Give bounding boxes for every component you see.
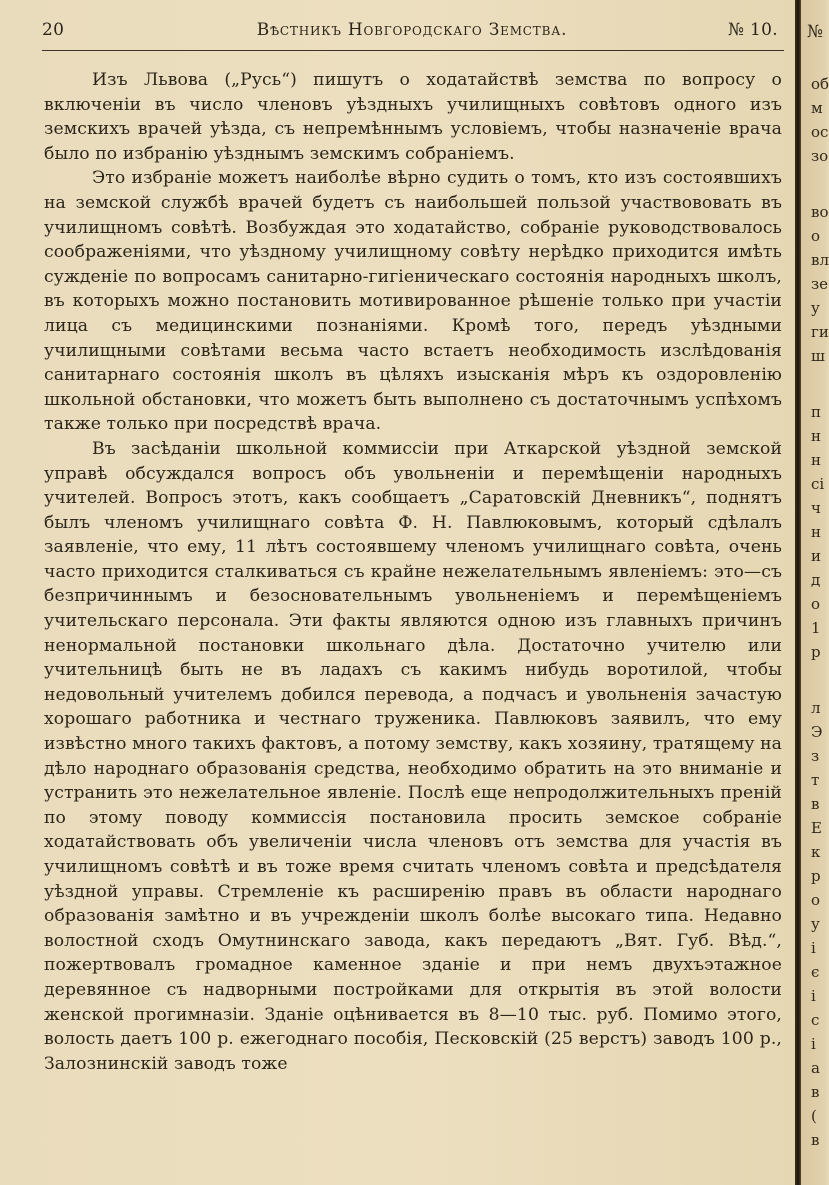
neighbor-text-fragment: л bbox=[811, 699, 821, 717]
neighbor-text-fragment: ч bbox=[811, 499, 821, 517]
neighbor-text-fragment: и bbox=[811, 547, 821, 565]
journal-title: Вѣстникъ Новгородскаго Земства. bbox=[256, 20, 568, 40]
neighbor-text-fragment: і bbox=[811, 1035, 816, 1053]
neighbor-text-fragment: д bbox=[811, 571, 821, 589]
neighbor-text-fragment: 1 bbox=[811, 619, 821, 637]
paragraph: Изъ Львова („Русь“) пишутъ о ходатайствѣ земства по вопросу о включеніи въ число членовъ уѣздныхъ училищныхъ совѣтовъ одного изъ земскихъ врачей уѣзда, съ непремѣннымъ условіемъ, чтобы назначеніе врача было по избранію уѣзднымъ земскимъ собраніемъ. bbox=[44, 70, 782, 164]
neighbor-text-fragment: і bbox=[811, 987, 816, 1005]
neighbor-text-fragment: вл bbox=[811, 251, 829, 269]
neighbor-text-fragment: во bbox=[811, 203, 829, 221]
neighbor-text-fragment: Е bbox=[811, 819, 822, 837]
neighbor-top-fragment: № bbox=[807, 22, 824, 42]
article-body bbox=[44, 68, 782, 1076]
neighbor-text-fragment: у bbox=[811, 299, 820, 317]
neighbor-text-fragment: о bbox=[811, 595, 821, 613]
paragraph: Это избраніе можетъ наиболѣе вѣрно судить о томъ, кто изъ состоявшихъ на земской службѣ врачей будетъ съ наибольшей пользой участвововать въ училищномъ совѣтѣ. Возбуждая это ходатайство, собраніе руководствовалось соображеніями, что уѣздному училищному совѣту нерѣдко приходится имѣть сужденіе по вопросамъ санитарно-гигіеническаго состоянія народныхъ школъ, въ которыхъ можно постановить мотивированное рѣшеніе только при участіи лица съ медицинскими познаніями. Кромѣ того, передъ уѣздными училищными совѣтами весьма часто встаетъ необходимость изслѣдованія санитарнаго состоянія школъ въ цѣляхъ изысканія мѣръ къ оздоровленію школьной обстановки, что можетъ быть выполнено съ достаточнымъ успѣхомъ также только при посредствѣ врача. bbox=[44, 168, 782, 435]
neighbor-text-fragment: п bbox=[811, 403, 821, 421]
header-rule bbox=[42, 50, 784, 51]
neighbor-text-fragment: т bbox=[811, 771, 820, 789]
neighbor-text-fragment: з bbox=[811, 747, 820, 765]
neighbor-text-fragment: Э bbox=[811, 723, 823, 741]
neighbor-text-fragment: зо bbox=[811, 147, 829, 165]
paragraph: Въ засѣданіи школьной коммиссіи при Аткарской уѣздной земской управѣ обсуждался вопросъ объ увольненіи и перемѣщеніи народныхъ учителей. Вопросъ этотъ, какъ сообщаетъ „Саратовскій Дневникъ“, поднятъ былъ членомъ училищнаго совѣта Ф. Н. Павлюковымъ, который сдѣлалъ заявленіе, что ему, 11 лѣтъ состоявшему членомъ училищнаго совѣта, очень часто приходится сталкиваться съ крайне нежелательнымъ явленіемъ: это—съ безпричиннымъ и безосновательнымъ увольненіемъ и перемѣщеніемъ учительскаго персонала. Эти факты являются одною изъ главныхъ причинъ ненормальной постановки школьнаго дѣла. Достаточно учителю или учительницѣ быть не въ ладахъ съ какимъ нибудь воротилой, чтобы недовольный учителемъ добился перевода, а подчасъ и увольненія зачастую хорошаго работника и честнаго труженика. Павлюковъ заявилъ, что ему извѣстно много такихъ фактовъ, а потому земству, какъ хозяину, тратящему на дѣло народнаго образованія средства, необходимо обратить на это вниманіе и устранить это нежелательное явленіе. Послѣ еще непродолжительныхъ преній по этому поводу коммиссія постановила просить земское собраніе ходатайствовать объ увеличеніи числа членовъ отъ земства для участія въ училищномъ совѣтѣ и въ тоже время считать членомъ совѣта и предсѣдателя уѣздной управы. Стремленіе къ расширенію правъ въ области народнаго образованія замѣтно и въ учрежденіи школъ болѣе высокаго типа. Недавно волостной сходъ Омутнинскаго завода, какъ передаютъ „Вят. Губ. Вѣд.“, пожертвовалъ громадное каменное зданіе и при немъ двухъэтажное деревянное съ надворными постройками для открытія въ этой волости женской прогимназіи. Зданіе оцѣнивается въ 8—10 тыс. руб. Помимо этого, волость даетъ 100 р. ежегоднаго пособія, Песковскій (25 верстъ) заводъ 100 р., Залознинскій заводъ тоже bbox=[44, 438, 782, 1074]
issue-number: № 10. bbox=[727, 20, 778, 40]
running-header bbox=[42, 20, 782, 48]
neighbor-page-edge bbox=[801, 0, 827, 1185]
neighbor-text-fragment: р bbox=[811, 867, 821, 885]
neighbor-text-fragment: в bbox=[811, 1131, 820, 1149]
neighbor-text-fragment: н bbox=[811, 427, 821, 445]
neighbor-text-fragment: н bbox=[811, 451, 821, 469]
neighbor-text-fragment: р bbox=[811, 643, 821, 661]
neighbor-text-fragment: о bbox=[811, 891, 821, 909]
neighbor-text-fragment: ш bbox=[811, 347, 825, 365]
neighbor-text-fragment: м bbox=[811, 99, 823, 117]
neighbor-text-fragment: зе bbox=[811, 275, 829, 293]
neighbor-text-fragment: о bbox=[811, 227, 821, 245]
neighbor-text-fragment: с bbox=[811, 1011, 820, 1029]
neighbor-text-fragment: об bbox=[811, 75, 829, 93]
neighbor-text-fragment: сі bbox=[811, 475, 825, 493]
neighbor-text-fragment: ги bbox=[811, 323, 829, 341]
neighbor-text-fragment: ос bbox=[811, 123, 829, 141]
neighbor-text-fragment: і bbox=[811, 939, 816, 957]
neighbor-text-fragment: к bbox=[811, 843, 821, 861]
neighbor-text-fragment: в bbox=[811, 1083, 820, 1101]
neighbor-text-fragment: н bbox=[811, 523, 821, 541]
neighbor-text-fragment: у bbox=[811, 915, 820, 933]
neighbor-text-fragment: в bbox=[811, 795, 820, 813]
neighbor-text-fragment: ( bbox=[811, 1107, 817, 1125]
page-number: 20 bbox=[42, 20, 65, 40]
neighbor-text-fragment: а bbox=[811, 1059, 820, 1077]
neighbor-text-fragment: є bbox=[811, 963, 820, 981]
